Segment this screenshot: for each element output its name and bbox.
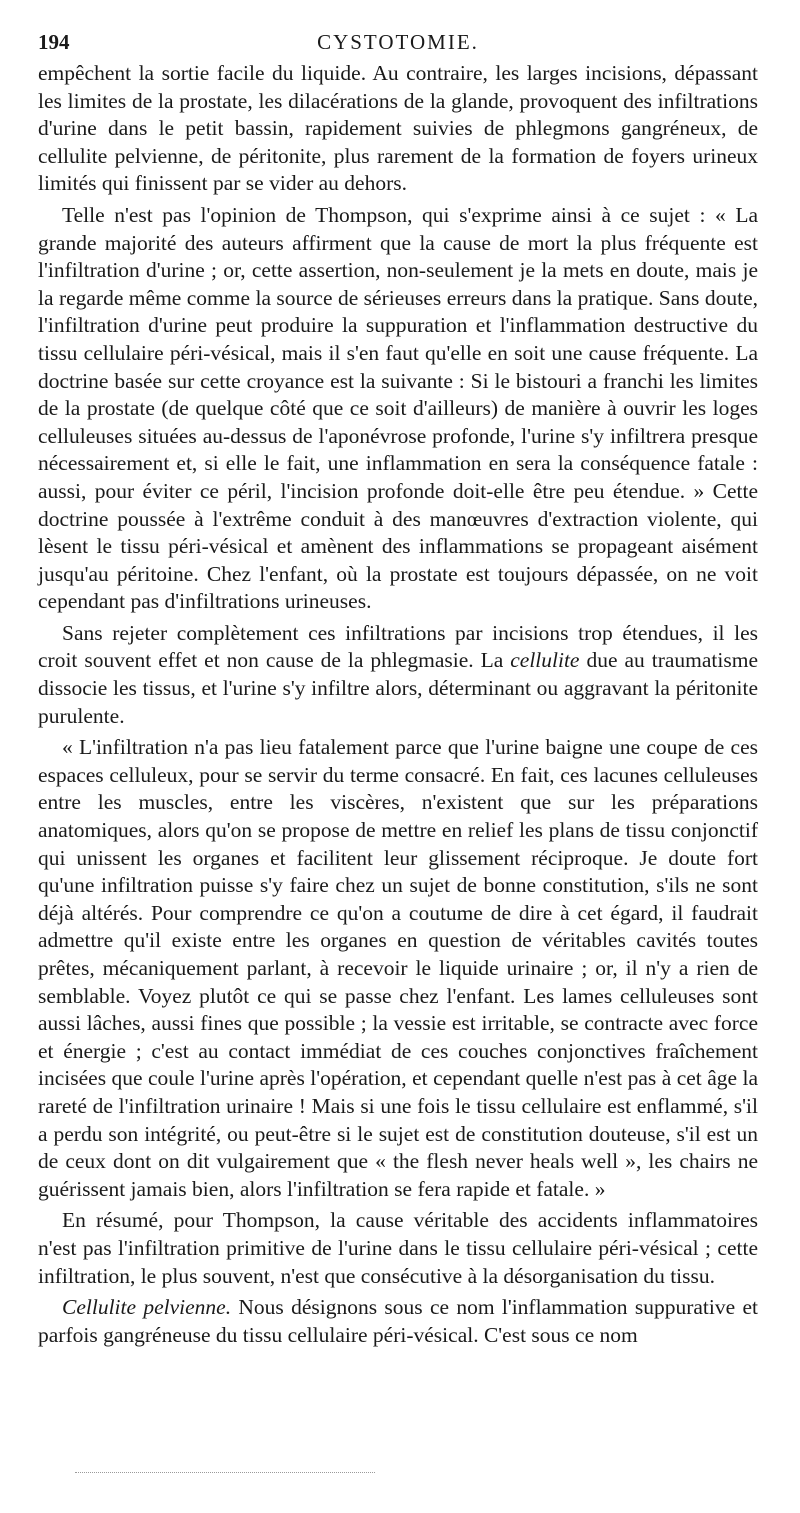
paragraph-cellulite-cause xyxy=(38,620,758,730)
running-title: CYSTOTOMIE. xyxy=(317,30,479,54)
paragraph-continuation: empêchent la sortie facile du liquide. Au contraire, les larges incisions, dépassant les limites de la prostate, les dilacérations de la glande, provoquent des infiltrations d'urine dans le petit bassin, rapidement suivies de phlegmons gangréneux, de cellulite pelvienne, de péritonite, plus rarement de la formation de foyers urineux limités qui finissent par se vider au dehors. xyxy=(38,61,758,196)
paragraph-text: Sans rejeter complètement ces infiltrations par incisions trop étendues, il les croit souvent effet et non cause de la phlegmasie. La xyxy=(38,620,758,673)
section-heading-italic: Cellulite pelvienne. xyxy=(62,1295,232,1320)
body-text xyxy=(38,60,758,1349)
bottom-rule xyxy=(75,1472,375,1473)
italic-term: cellulite xyxy=(510,648,580,673)
paragraph-summary: En résumé, pour Thompson, la cause véritable des accidents inflammatoires n'est pas l'infiltration primitive de l'urine dans le tissu cellulaire péri-vésical ; cette infiltration, le plus souvent, n'est que consécutive à la désorganisation du tissu. xyxy=(38,1208,758,1288)
paragraph-quotation: « L'infiltration n'a pas lieu fatalement parce que l'urine baigne une coupe de ces espaces celluleux, pour se servir du terme consacré. En fait, ces lacunes celluleuses entre les muscles, entre les viscères, n'existent que sur les préparations anatomiques, alors qu'on se propose de mettre en relief les plans de tissu conjonctif qui unissent les organes et facilitent leur glissement réciproque. Je doute fort qu'une infiltration puisse s'y faire chez un sujet de bonne constitution, s'ils ne sont déjà altérés. Pour comprendre ce qu'on a coutume de dire à cet égard, il faudrait admettre qu'il existe entre les organes en question de véritables cavités toutes prêtes, mécaniquement parlant, à recevoir le liquide urinaire ; or, il n'y a rien de semblable. Voyez plutôt ce qui se passe chez l'enfant. Les lames celluleuses sont aussi lâches, aussi fines que possible ; la vessie est irritable, se contracte avec force et énergie ; c'est au contact immédiat de ces couches conjonctives fraîchement incisées que coule l'urine après l'opération, et cependant quelle n'est pas à cet âge la rareté de l'infiltration urinaire ! Mais si une fois le tissu cellulaire est enflammé, s'il a perdu son intégrité, ou peut-être si le sujet est de constitution douteuse, s'il est un de ceux dont on dit vulgairement que « the flesh never heals well », les chairs ne guérissent jamais bien, alors l'infiltration se fera rapide et fatale. » xyxy=(38,735,758,1201)
paragraph-cellulite-pelvienne xyxy=(38,1294,758,1349)
running-head xyxy=(38,30,758,60)
page-number: 194 xyxy=(38,30,70,54)
paragraph-thompson-opinion: Telle n'est pas l'opinion de Thompson, qui s'exprime ainsi à ce sujet : « La grande majorité des auteurs affirment que la cause de mort la plus fréquente est l'infiltration d'urine ; or, cette assertion, non-seulement je la mets en doute, mais je la regarde même comme la source de sérieuses erreurs dans la pratique. Sans doute, l'infiltration d'urine peut produire la suppuration et l'inflammation destructive du tissu cellulaire péri-vésical, mais il s'en faut qu'elle en soit une cause fréquente. La doctrine basée sur cette croyance est la suivante : Si le bistouri a franchi les limites de la prostate (de quelque côté que ce soit d'ailleurs) de manière à ouvrir les loges celluleuses situées au-dessus de l'aponévrose profonde, l'urine s'y infiltrera presque nécessairement et, si elle le fait, une inflammation en sera la conséquence fatale : aussi, pour éviter ce péril, l'incision profonde doit-elle être peu étendue. » Cette doctrine poussée à l'extrême conduit à des manœuvres d'extraction violente, qui lèsent le tissu péri-vésical et amènent des inflammations se propageant aisément jusqu'au péritoine. Chez l'enfant, où la prostate est toujours dépassée, on ne voit cependant pas d'infiltrations urineuses. xyxy=(38,202,758,614)
paragraph-text: Nous désignons sous ce nom l'inflammation suppurative et parfois gangréneuse du tissu cellulaire péri-vésical. C'est sous ce nom xyxy=(38,1295,758,1347)
paragraph-text: due au traumatisme dissocie les tissus, et l'urine s'y infiltre alors, déterminant ou aggravant la péritonite purulente. xyxy=(38,648,758,728)
